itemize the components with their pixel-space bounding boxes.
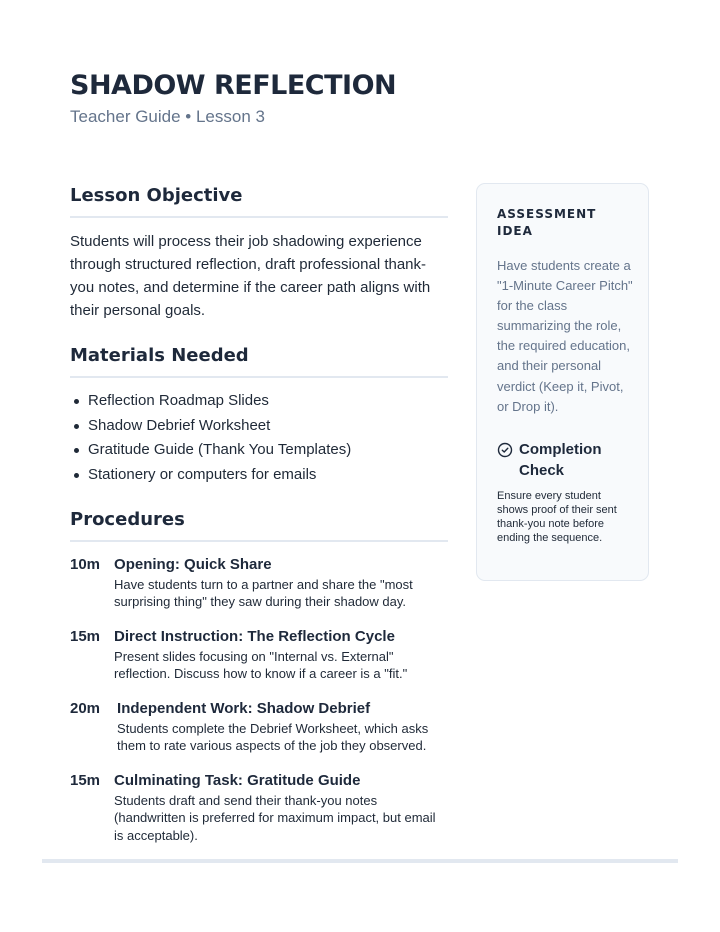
completion-check — [497, 439, 634, 481]
objective-text: Students will process their job shadowing experience through structured reflection, draft professional thank-you notes, and determine if the career path aligns with their personal goals. — [70, 233, 431, 319]
completion-check-text: Ensure every student shows proof of their sent thank-you note before ending the sequence. — [497, 489, 617, 544]
procedure-name: Independent Work: Shadow Debrief — [117, 699, 371, 717]
procedure-step — [70, 627, 448, 683]
procedure-name: Opening: Quick Share — [114, 555, 272, 573]
procedure-step — [70, 771, 448, 845]
procedure-name: Culminating Task: Gratitude Guide — [114, 771, 361, 789]
materials-list — [70, 389, 448, 488]
footer-divider — [42, 859, 678, 863]
page-header — [70, 68, 396, 129]
procedure-time: 10m — [70, 555, 101, 573]
check-circle-icon — [497, 442, 513, 458]
procedure-description: Present slides focusing on "Internal vs. External" reflection. Discuss how to know if a career is a "fit." — [114, 648, 408, 682]
materials-item: Stationery or computers for emails — [70, 463, 448, 488]
procedure-name: Direct Instruction: The Reflection Cycle — [114, 627, 395, 645]
procedure-time: 15m — [70, 771, 101, 789]
procedure-time: 15m — [70, 627, 101, 645]
materials-item: Reflection Roadmap Slides — [70, 389, 448, 414]
procedures-heading: Procedures — [70, 507, 448, 542]
procedure-description: Students draft and send their thank-you notes (handwritten is preferred for maximum impact, but email is acceptable). — [114, 792, 436, 843]
materials-heading: Materials Needed — [70, 343, 448, 378]
materials-item: Gratitude Guide (Thank You Templates) — [70, 438, 448, 463]
procedure-time: 20m — [70, 699, 101, 717]
procedure-step — [70, 555, 448, 611]
procedure-description: Have students turn to a partner and share the "most surprising thing" they saw during their shadow day. — [114, 576, 413, 610]
objective-heading: Lesson Objective — [70, 183, 448, 218]
main-content — [70, 183, 448, 844]
page-title: SHADOW REFLECTION — [70, 70, 397, 101]
procedure-step — [70, 699, 448, 755]
assessment-label: ASSESSMENT IDEA — [497, 207, 597, 238]
assessment-text: Have students create a "1-Minute Career Pitch" for the class summarizing the role, the required education, and their personal verdict (Keep it, Pivot, or Drop it). — [497, 258, 633, 414]
page-subtitle: Teacher Guide • Lesson 3 — [70, 107, 265, 126]
materials-item: Shadow Debrief Worksheet — [70, 414, 448, 439]
completion-check-title: Completion Check — [519, 440, 602, 479]
assessment-sidebar — [476, 183, 649, 581]
procedure-description: Students complete the Debrief Worksheet, which asks them to rate various aspects of the job they observed. — [117, 720, 429, 754]
